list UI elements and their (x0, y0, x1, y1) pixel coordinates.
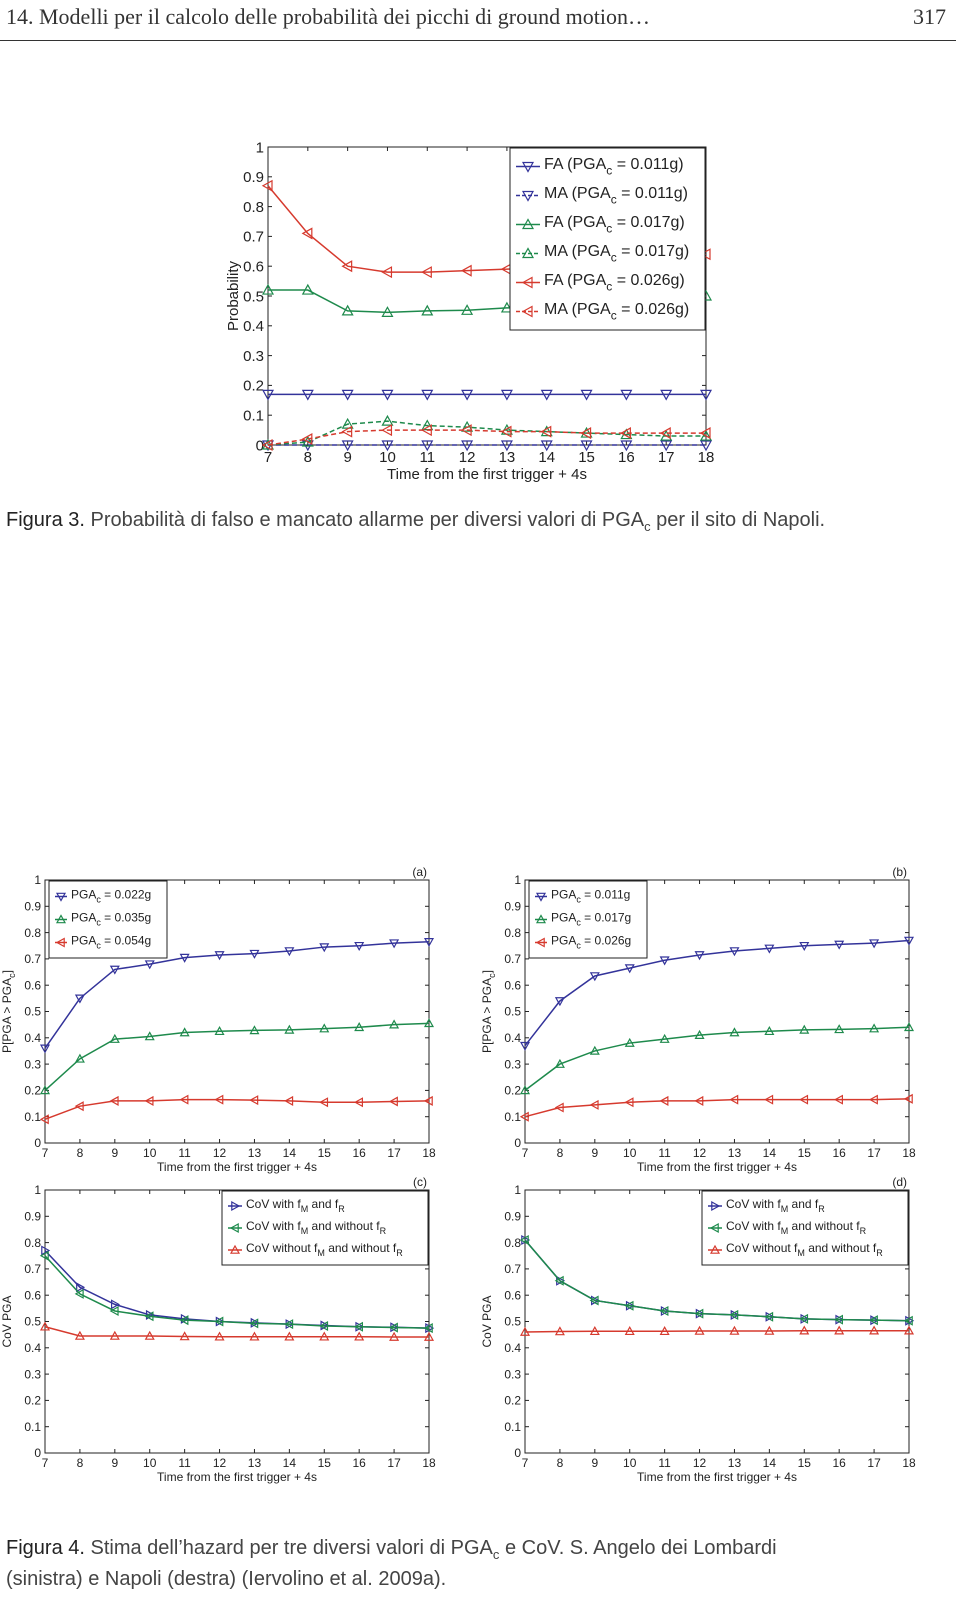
series-line (45, 1327, 429, 1337)
y-axis-label-group (0, 970, 17, 1053)
text-run: and without f (324, 1240, 397, 1255)
text-run: CoV with f (726, 1196, 781, 1211)
y-tick-label: 0.7 (504, 952, 521, 967)
x-tick-label: 10 (623, 1146, 637, 1160)
series-red-solid (41, 1323, 433, 1340)
x-tick-label: 12 (458, 449, 476, 466)
x-tick-label: 11 (658, 1456, 671, 1470)
y-tick-label: 0.4 (504, 1341, 521, 1355)
text-run: PGA (71, 910, 97, 925)
series-line (525, 1027, 909, 1090)
x-tick-label: 16 (352, 1456, 366, 1470)
figure-4-caption-text: Stima dell’hazard per tre diversi valori di PGA (90, 1537, 493, 1559)
subscript: c (606, 279, 613, 294)
x-tick-label: 10 (623, 1456, 637, 1470)
y-tick-label: 0.6 (504, 978, 521, 993)
figure-3-caption (6, 508, 825, 539)
page-number: 317 (913, 4, 946, 29)
text-run: MA (PGA (544, 242, 611, 260)
x-tick-label: 15 (578, 449, 595, 466)
y-tick-label: 0.3 (504, 1367, 521, 1382)
series-line (268, 421, 706, 445)
text-run: CoV without f (726, 1240, 798, 1255)
x-tick-label: 17 (657, 449, 675, 466)
x-tick-label: 13 (247, 1146, 262, 1160)
text-run: ] (480, 970, 494, 974)
text-run: = 0.017g) (612, 213, 685, 231)
subscript: c (576, 917, 581, 928)
subscript: M (780, 1226, 789, 1236)
x-tick-label: 13 (498, 449, 516, 466)
series-red-solid (41, 1096, 432, 1124)
x-tick-label: 18 (902, 1146, 916, 1160)
x-tick-label: 7 (263, 449, 273, 466)
text-run: P[PGA > PGA (0, 977, 14, 1053)
y-axis-label: Probability (225, 260, 242, 332)
chart-fig4c (0, 1175, 436, 1484)
series-blue-solid (263, 390, 711, 399)
text-run: FA (PGA (544, 271, 607, 289)
y-axis-label-group (0, 1295, 14, 1347)
text-run: CoV with f (246, 1196, 301, 1211)
y-tick-label: 0.4 (24, 1031, 41, 1045)
figure-3-caption-sub: c (644, 519, 651, 534)
y-tick-label: 0.3 (243, 347, 264, 365)
x-tick-label: 16 (832, 1146, 846, 1160)
chart-fig4d (480, 1175, 916, 1484)
text-run: and f (788, 1196, 819, 1211)
figure-4-caption-label: Figura 4. (6, 1537, 85, 1559)
y-tick-label: 0.8 (24, 1235, 41, 1250)
y-tick-label: 0.9 (24, 899, 41, 914)
figure-4-caption-sub: c (492, 1547, 500, 1562)
subscript: c (96, 917, 101, 928)
y-tick-label: 0 (514, 1136, 521, 1151)
x-tick-label: 13 (727, 1456, 742, 1470)
y-tick-label: 0.9 (24, 1209, 41, 1224)
x-tick-label: 14 (282, 1146, 297, 1160)
subscript: R (818, 1204, 825, 1214)
y-tick-label: 0.1 (504, 1419, 521, 1434)
y-tick-label: 0.5 (24, 1314, 41, 1329)
y-tick-label: 1 (514, 873, 521, 888)
text-run: CoV without f (246, 1240, 318, 1255)
series-line (45, 1256, 429, 1328)
x-tick-label: 8 (76, 1456, 84, 1470)
y-tick-label: 0.3 (504, 1057, 521, 1072)
text-run: = 0.017g (580, 910, 632, 925)
y-tick-label: 0.3 (24, 1367, 41, 1382)
x-axis-label: Time from the first trigger + 4s (637, 1160, 797, 1174)
text-run: MA (PGA (544, 300, 611, 318)
x-tick-label: 7 (521, 1146, 529, 1160)
x-tick-label: 16 (832, 1456, 846, 1470)
x-tick-label: 12 (692, 1146, 707, 1160)
text-run: PGA (551, 887, 577, 902)
x-tick-label: 12 (212, 1456, 227, 1470)
figure-4-caption-text-end: e CoV. S. Angelo dei Lombardi (499, 1537, 777, 1559)
figure-3-caption-label: Figura 3. (6, 509, 85, 531)
x-tick-label: 9 (111, 1146, 119, 1160)
x-tick-label: 9 (591, 1146, 599, 1160)
figure-4-caption (6, 1536, 777, 1591)
text-run: and f (308, 1196, 339, 1211)
text-run: PGA (71, 887, 97, 902)
text-run: = 0.026g) (612, 271, 685, 289)
subscript: R (859, 1226, 867, 1236)
subscript: c (96, 894, 101, 905)
y-axis-label (480, 970, 497, 1053)
text-run: = 0.011g) (616, 184, 688, 202)
y-tick-label: 0.1 (24, 1109, 41, 1124)
y-tick-label: 0.8 (243, 198, 264, 216)
panel-label: (b) (892, 865, 907, 879)
y-tick-label: 0.5 (24, 1004, 41, 1019)
text-run: PGA (551, 933, 577, 948)
x-tick-label: 14 (762, 1146, 777, 1160)
x-axis-label: Time from the first trigger + 4s (387, 466, 587, 483)
y-tick-label: 0.4 (243, 318, 264, 336)
y-tick-label: 0.7 (243, 228, 264, 246)
series-line (45, 1100, 429, 1120)
x-tick-label: 17 (867, 1456, 881, 1470)
y-tick-label: 0 (34, 1136, 41, 1151)
y-tick-label: 0 (514, 1446, 521, 1461)
subscript: c (576, 940, 581, 951)
y-tick-label: 0.8 (504, 925, 521, 940)
subscript: c (487, 973, 498, 978)
subscript: M (797, 1248, 805, 1258)
x-tick-label: 16 (352, 1146, 366, 1160)
x-tick-label: 14 (762, 1456, 777, 1470)
text-run: = 0.022g (100, 887, 152, 902)
x-tick-label: 17 (387, 1146, 401, 1160)
x-tick-label: 16 (618, 449, 635, 466)
text-run: CoV with f (246, 1218, 301, 1233)
text-run: = 0.011g) (612, 155, 684, 173)
subscript: c (606, 221, 613, 236)
text-run: CoV with f (726, 1218, 781, 1233)
y-axis-label: CoV PGA (0, 1295, 14, 1348)
y-tick-label: 0.1 (243, 407, 264, 425)
y-tick-label: 0.8 (504, 1235, 521, 1250)
text-run: and without f (804, 1240, 877, 1255)
subscript: R (379, 1226, 387, 1236)
x-tick-label: 13 (247, 1456, 262, 1470)
y-axis-label-group (225, 260, 242, 331)
subscript: c (610, 308, 617, 323)
subscript: c (610, 250, 617, 265)
series-line (268, 430, 706, 445)
y-tick-label: 0.7 (24, 1262, 41, 1277)
y-tick-label: 1 (255, 139, 264, 157)
y-tick-label: 0.2 (504, 1083, 521, 1098)
text-run: FA (PGA (544, 155, 607, 173)
x-tick-label: 11 (178, 1456, 191, 1470)
subscript: R (396, 1248, 403, 1258)
y-tick-label: 1 (34, 1183, 41, 1198)
text-run: PGA (551, 910, 577, 925)
text-run: PGA (71, 933, 97, 948)
x-tick-label: 10 (379, 449, 396, 466)
y-axis-label (0, 970, 17, 1053)
x-tick-label: 14 (538, 449, 556, 466)
x-tick-label: 14 (282, 1456, 297, 1470)
y-tick-label: 0.5 (243, 288, 264, 306)
subscript: c (96, 940, 101, 951)
x-tick-label: 15 (317, 1456, 331, 1470)
x-tick-label: 9 (111, 1456, 119, 1470)
x-axis-label: Time from the first trigger + 4s (157, 1160, 317, 1174)
x-tick-label: 11 (658, 1146, 671, 1160)
y-axis-label-group (480, 1295, 494, 1347)
figure-3-caption-text: Probabilità di falso e mancato allarme per diversi valori di PGA (90, 509, 645, 531)
chart-fig4b (480, 865, 916, 1174)
y-axis-label: CoV PGA (480, 1295, 494, 1348)
y-tick-label: 0 (34, 1446, 41, 1461)
subscript: c (576, 894, 581, 905)
series-green-solid (521, 1023, 913, 1093)
y-tick-label: 0.5 (504, 1314, 521, 1329)
y-tick-label: 0 (255, 437, 264, 455)
text-run: and without f (788, 1218, 860, 1233)
text-run: P[PGA > PGA (480, 977, 494, 1053)
x-tick-label: 15 (797, 1146, 811, 1160)
subscript: R (876, 1248, 883, 1258)
x-tick-label: 10 (143, 1456, 157, 1470)
x-tick-label: 8 (556, 1146, 564, 1160)
series-red-solid (521, 1327, 913, 1336)
text-run: ] (0, 970, 14, 974)
y-tick-label: 0.2 (504, 1393, 521, 1408)
x-tick-label: 18 (422, 1146, 436, 1160)
subscript: c (7, 973, 18, 978)
figure-4-caption-line2: (sinistra) e Napoli (destra) (Iervolino et al. 2009a). (6, 1568, 447, 1590)
text-run: = 0.017g) (616, 242, 690, 260)
text-run: and without f (308, 1218, 380, 1233)
y-tick-label: 1 (34, 873, 41, 888)
series-red-solid (521, 1095, 912, 1121)
x-tick-label: 15 (317, 1146, 331, 1160)
x-axis-label: Time from the first trigger + 4s (157, 1470, 317, 1484)
x-tick-label: 7 (521, 1456, 529, 1470)
y-tick-label: 0.4 (24, 1341, 41, 1355)
text-run: = 0.026g (580, 933, 632, 948)
x-tick-label: 8 (76, 1146, 84, 1160)
chart-fig4a (0, 865, 436, 1174)
x-tick-label: 11 (419, 449, 436, 466)
text-run: = 0.054g (100, 933, 152, 948)
x-tick-label: 9 (591, 1456, 599, 1470)
subscript: c (610, 192, 617, 207)
subscript: c (606, 163, 613, 178)
y-tick-label: 0.7 (504, 1262, 521, 1277)
text-run: MA (PGA (544, 184, 611, 202)
y-tick-label: 0.6 (24, 978, 41, 993)
series-red-dashed (263, 425, 710, 450)
y-tick-label: 0.6 (24, 1288, 41, 1303)
y-tick-label: 0.4 (504, 1031, 521, 1045)
x-tick-label: 8 (303, 449, 312, 466)
subscript: M (780, 1204, 789, 1214)
y-tick-label: 0.5 (504, 1004, 521, 1019)
x-tick-label: 15 (797, 1456, 811, 1470)
panel-label: (c) (413, 1175, 427, 1189)
x-tick-label: 11 (178, 1146, 191, 1160)
x-tick-label: 7 (41, 1456, 49, 1470)
x-tick-label: 12 (692, 1456, 707, 1470)
y-tick-label: 0.2 (24, 1083, 41, 1098)
x-tick-label: 8 (556, 1456, 564, 1470)
y-tick-label: 0.1 (24, 1419, 41, 1434)
x-tick-label: 18 (902, 1456, 916, 1470)
x-tick-label: 7 (41, 1146, 49, 1160)
y-axis-label-group (480, 970, 497, 1053)
y-tick-label: 0.9 (504, 1209, 521, 1224)
y-tick-label: 0.2 (243, 377, 264, 395)
panel-label: (d) (892, 1175, 907, 1189)
y-tick-label: 0.8 (24, 925, 41, 940)
x-tick-label: 9 (343, 449, 352, 466)
y-tick-label: 0.6 (504, 1288, 521, 1303)
subscript: M (317, 1248, 325, 1258)
x-tick-label: 18 (697, 449, 715, 466)
text-run: = 0.035g (100, 910, 152, 925)
series-line (45, 1023, 429, 1090)
x-tick-label: 17 (867, 1146, 881, 1160)
x-tick-label: 18 (422, 1456, 436, 1470)
y-tick-label: 0.2 (24, 1393, 41, 1408)
series-green-solid (41, 1019, 433, 1093)
y-tick-label: 0.3 (24, 1057, 41, 1072)
y-tick-label: 1 (514, 1183, 521, 1198)
subscript: R (338, 1204, 345, 1214)
x-tick-label: 17 (387, 1456, 401, 1470)
y-tick-label: 0.7 (24, 952, 41, 967)
x-tick-label: 10 (143, 1146, 157, 1160)
subscript: M (300, 1204, 309, 1214)
series-line (525, 1099, 909, 1117)
x-tick-label: 13 (727, 1146, 742, 1160)
text-run: = 0.011g (580, 887, 631, 902)
text-run: = 0.026g) (616, 300, 690, 318)
y-tick-label: 0.9 (243, 169, 264, 187)
x-tick-label: 12 (212, 1146, 227, 1160)
panel-label: (a) (412, 865, 427, 879)
chart-fig3 (225, 139, 714, 483)
text-run: FA (PGA (544, 213, 607, 231)
y-tick-label: 0.9 (504, 899, 521, 914)
subscript: M (300, 1226, 309, 1236)
y-tick-label: 0.1 (504, 1109, 521, 1124)
figure-3-caption-text-end: per il sito di Napoli. (650, 509, 826, 531)
series-line (525, 1331, 909, 1332)
x-axis-label: Time from the first trigger + 4s (637, 1470, 797, 1484)
y-tick-label: 0.6 (243, 258, 264, 276)
running-head-title: 14. Modelli per il calcolo delle probabilità dei picchi di ground motion… (6, 4, 650, 29)
